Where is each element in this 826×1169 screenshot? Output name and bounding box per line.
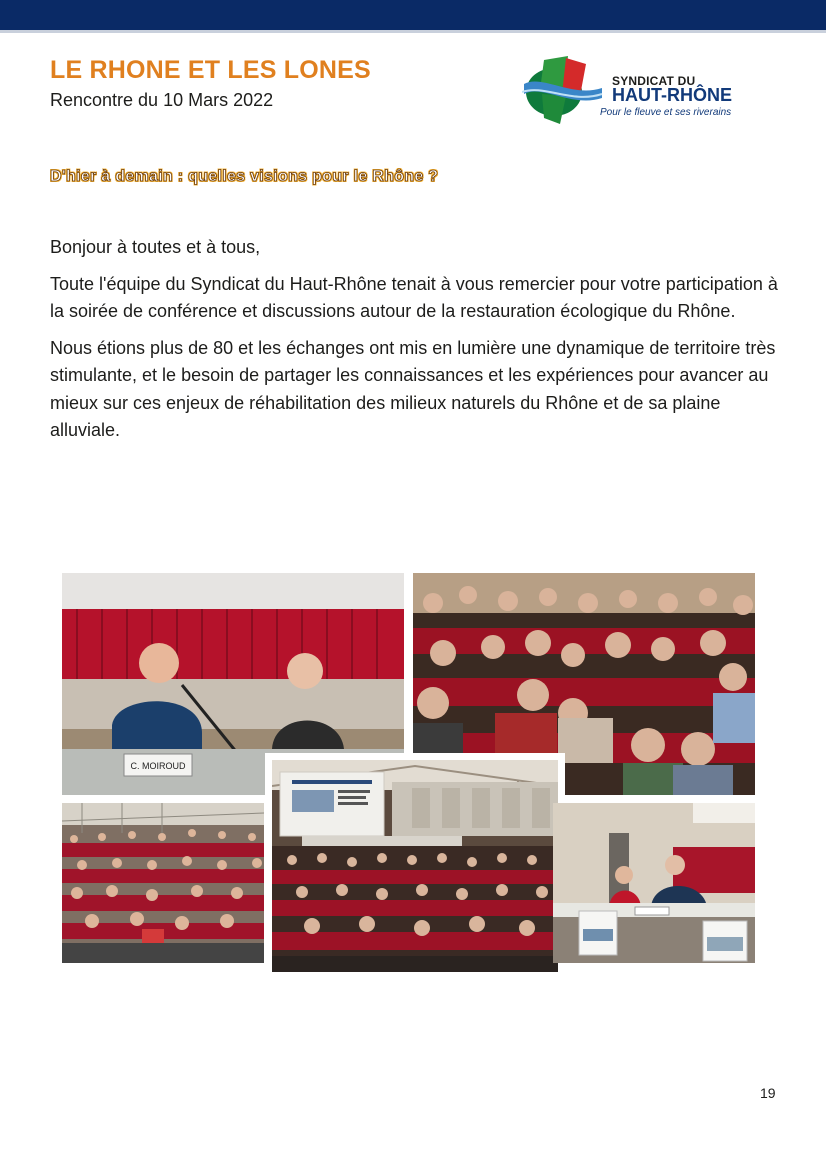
section-heading: D'hier à demain : quelles visions pour le Rhône ? bbox=[50, 168, 439, 185]
top-banner bbox=[0, 0, 826, 30]
nameplate-text: C. MOIROUD bbox=[130, 761, 186, 771]
body-text bbox=[50, 234, 785, 454]
syndicat-logo bbox=[522, 54, 752, 126]
photo-amphitheater bbox=[62, 803, 264, 963]
logo-tagline: Pour le fleuve et ses riverains bbox=[600, 107, 732, 118]
logo-line1: SYNDICAT DU bbox=[612, 74, 696, 88]
document-title: LE RHONE ET LES LONES bbox=[50, 56, 371, 84]
document-subtitle: Rencontre du 10 Mars 2022 bbox=[50, 90, 274, 110]
logo-line2: HAUT-RHÔNE bbox=[612, 85, 732, 105]
photo-projection bbox=[265, 753, 565, 979]
logo-emblem-icon bbox=[522, 54, 604, 126]
paragraph-summary: Nous étions plus de 80 et les échanges ont mis en lumière une dynamique de territoire très stimulante, et le besoin de partager les connaissances et les expériences pour avancer au mieux sur ces enjeux de réhabilitation des milieux naturels du Rhône et de sa plaine alluviale. bbox=[50, 337, 776, 440]
paragraph-thanks: Toute l'équipe du Syndicat du Haut-Rhône tenait à vous remercier pour votre participation à la soirée de conférence et discussions autour de la restauration écologique du Rhône. bbox=[50, 273, 778, 321]
photo-panel bbox=[553, 803, 755, 963]
paragraph-greeting: Bonjour à toutes et à tous, bbox=[50, 237, 261, 257]
page-number: 19 bbox=[760, 1085, 776, 1101]
